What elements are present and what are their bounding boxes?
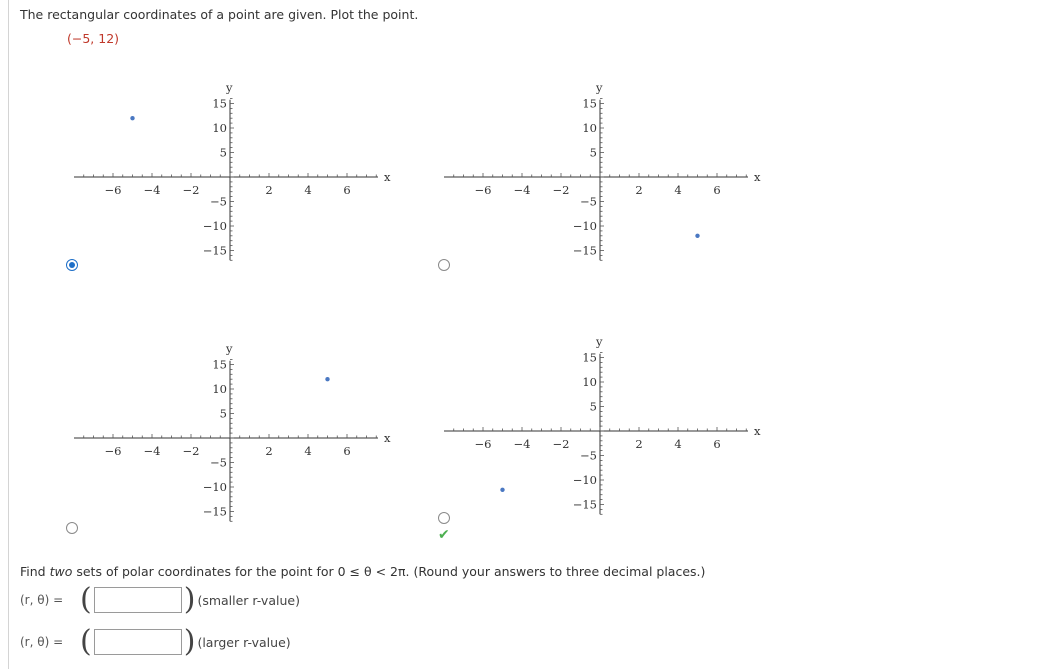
radio-option-b[interactable] (438, 259, 450, 271)
y-tick-label: −15 (202, 504, 227, 519)
correct-check-icon: ✔ (438, 527, 450, 543)
y-tick-label: −15 (572, 243, 597, 258)
y-tick-label: 15 (212, 357, 227, 372)
plot-option-a (70, 52, 430, 282)
y-tick-label: 5 (219, 406, 227, 421)
y-tick-label: 10 (582, 375, 597, 389)
plot-a-svg (70, 52, 430, 282)
plot-d-svg (440, 306, 800, 536)
polar-row-label: (r, θ) = (20, 593, 64, 607)
x-axis-label: x (754, 170, 761, 184)
plot-b-point (695, 234, 699, 238)
open-paren: ( (80, 582, 92, 617)
plot-c-point (325, 377, 329, 381)
x-axis-label: x (754, 424, 761, 438)
y-tick-label: −5 (210, 455, 227, 470)
polar-prompt-after: sets of polar coordinates for the point for 0 ≤ θ < 2π. (Round your answers to three decimal places.) (72, 564, 706, 579)
y-tick-label: 5 (219, 145, 227, 160)
radio-option-a[interactable] (66, 259, 78, 271)
x-tick-label: −2 (552, 437, 570, 451)
x-tick-label: −2 (182, 444, 200, 458)
x-tick-label: 2 (635, 437, 643, 451)
x-tick-label: 4 (304, 183, 312, 197)
y-axis-label: y (226, 341, 233, 356)
y-tick-label: 15 (582, 96, 597, 111)
x-tick-label: 2 (265, 444, 273, 458)
y-tick-label: −10 (572, 473, 597, 487)
y-tick-label: 15 (582, 350, 597, 365)
x-tick-label: 4 (674, 437, 682, 451)
y-tick-label: 10 (212, 121, 227, 135)
y-tick-label: −10 (572, 219, 597, 233)
y-tick-label: −15 (572, 497, 597, 512)
x-tick-label: −4 (143, 444, 161, 458)
y-tick-label: 15 (212, 96, 227, 111)
smaller-r-input[interactable] (94, 587, 182, 613)
radio-option-c[interactable] (66, 522, 78, 534)
close-paren: ) (183, 624, 196, 659)
plot-c-svg (70, 313, 430, 543)
plot-option-b (440, 52, 800, 282)
x-tick-label: 6 (343, 183, 351, 197)
plot-option-c (70, 313, 430, 543)
x-tick-label: −4 (513, 183, 531, 197)
y-tick-label: −5 (580, 448, 597, 463)
plot-d-point (500, 488, 504, 492)
close-paren: ) (183, 582, 196, 617)
open-paren: ( (80, 624, 92, 659)
x-tick-label: 6 (343, 444, 351, 458)
polar-prompt (20, 564, 705, 579)
larger-r-input[interactable] (94, 629, 182, 655)
x-tick-label: −6 (474, 437, 492, 451)
y-axis-label: y (596, 334, 603, 349)
x-tick-label: 6 (713, 437, 721, 451)
y-tick-label: −5 (580, 194, 597, 209)
polar-row-larger (20, 624, 291, 660)
plot-option-d (440, 306, 800, 536)
plot-a-point (130, 116, 134, 120)
radio-option-d[interactable] (438, 512, 450, 524)
x-tick-label: −2 (182, 183, 200, 197)
x-tick-label: 4 (674, 183, 682, 197)
polar-prompt-before: Find (20, 564, 50, 579)
x-tick-label: 2 (265, 183, 273, 197)
y-axis-label: y (596, 80, 603, 95)
x-tick-label: −6 (104, 444, 122, 458)
x-tick-label: −6 (474, 183, 492, 197)
y-tick-label: −10 (202, 480, 227, 494)
y-axis-label: y (226, 80, 233, 95)
x-tick-label: −6 (104, 183, 122, 197)
y-tick-label: 5 (589, 399, 597, 414)
smaller-r-hint: (smaller r-value) (197, 592, 300, 608)
y-tick-label: −5 (210, 194, 227, 209)
x-tick-label: 6 (713, 183, 721, 197)
x-tick-label: −4 (143, 183, 161, 197)
polar-row-smaller (20, 582, 300, 618)
y-tick-label: −15 (202, 243, 227, 258)
x-axis-label: x (384, 170, 391, 184)
y-tick-label: 10 (212, 382, 227, 396)
polar-row-label: (r, θ) = (20, 635, 64, 649)
x-tick-label: −2 (552, 183, 570, 197)
x-tick-label: −4 (513, 437, 531, 451)
question-text: The rectangular coordinates of a point are given. Plot the point. (20, 7, 419, 22)
given-point: (−5, 12) (67, 31, 120, 46)
polar-prompt-emph: two (49, 564, 73, 579)
x-tick-label: 2 (635, 183, 643, 197)
plot-b-svg (440, 52, 800, 282)
y-tick-label: 10 (582, 121, 597, 135)
left-border (8, 0, 9, 669)
y-tick-label: 5 (589, 145, 597, 160)
y-tick-label: −10 (202, 219, 227, 233)
larger-r-hint: (larger r-value) (197, 634, 291, 650)
x-axis-label: x (384, 431, 391, 445)
x-tick-label: 4 (304, 444, 312, 458)
